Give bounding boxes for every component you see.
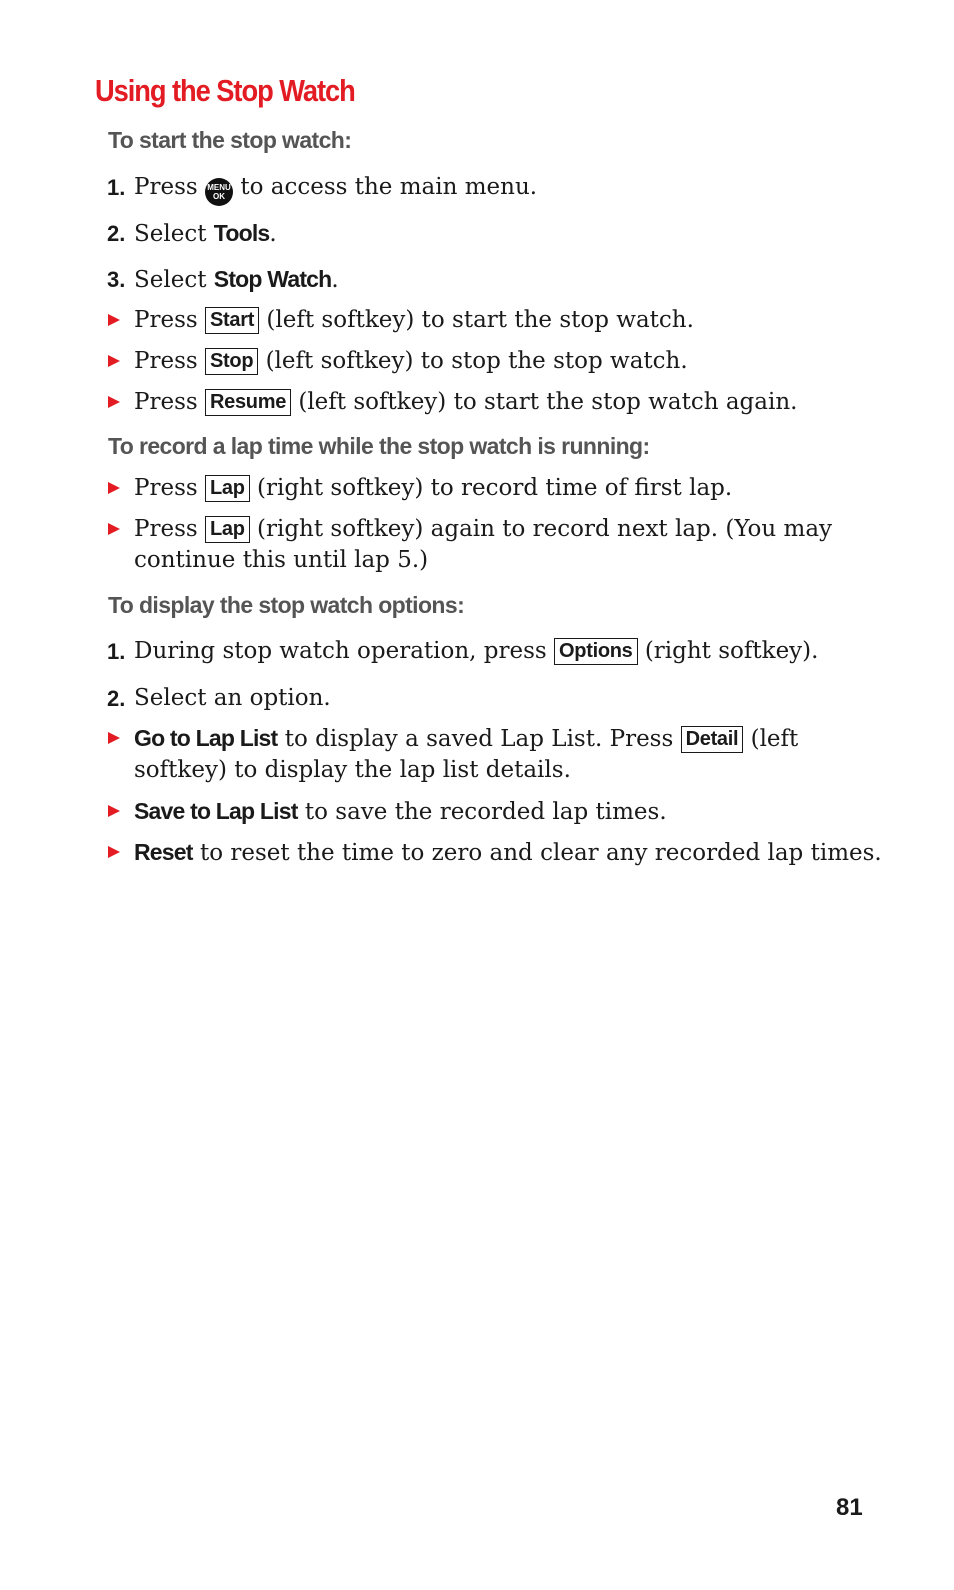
page-number: 81	[836, 1494, 863, 1521]
bullet-arrow-icon	[108, 396, 120, 408]
bullet-arrow-icon	[108, 846, 120, 858]
bullet-start-2: Press Stop (left softkey) to stop the stop watch.	[134, 348, 688, 374]
bullet-lap-2-continuation: continue this until lap 5.)	[134, 547, 429, 573]
step-options-1: During stop watch operation, press Options (right softkey).	[134, 638, 819, 664]
option-save-to-lap-list: Save to Lap List	[134, 798, 298, 824]
bullet-arrow-icon	[108, 482, 120, 494]
step-number: 3.	[107, 267, 126, 292]
bullet-arrow-icon	[108, 732, 120, 744]
softkey-stop: Stop	[205, 348, 258, 375]
step-start-3: Select Stop Watch.	[134, 266, 339, 293]
menu-ok-icon: MENU OK	[205, 178, 233, 206]
page-title: Using the Stop Watch	[95, 73, 355, 108]
softkey-detail: Detail	[681, 726, 744, 753]
bullet-arrow-icon	[108, 355, 120, 367]
bullet-start-3: Press Resume (left softkey) to start the stop watch again.	[134, 389, 798, 415]
bullet-arrow-icon	[108, 314, 120, 326]
step-text: Select	[134, 267, 207, 293]
softkey-start: Start	[205, 307, 259, 334]
menu-item-stop-watch: Stop Watch	[213, 266, 332, 292]
bullet-options-1: Go to Lap List to display a saved Lap List. Press Detail (left	[134, 725, 799, 752]
bullet-lap-2: Press Lap (right softkey) again to record next lap. (You may	[134, 516, 833, 542]
option-reset: Reset	[134, 839, 193, 865]
section-heading-lap: To record a lap time while the stop watch is running:	[108, 433, 650, 459]
step-number: 2.	[107, 686, 126, 711]
section-heading-start: To start the stop watch:	[108, 127, 352, 153]
step-options-2: Select an option.	[134, 685, 331, 711]
step-number: 2.	[107, 221, 126, 246]
bullet-lap-1: Press Lap (right softkey) to record time of first lap.	[134, 475, 733, 501]
bullet-options-1-continuation: softkey) to display the lap list details.	[134, 757, 571, 783]
step-text: Press	[134, 174, 198, 200]
bullet-start-1: Press Start (left softkey) to start the stop watch.	[134, 307, 694, 333]
bullet-options-3: Reset to reset the time to zero and clear any recorded lap times.	[134, 839, 882, 866]
section-heading-options: To display the stop watch options:	[108, 592, 465, 618]
step-number: 1.	[107, 639, 126, 664]
step-number: 1.	[107, 175, 126, 200]
step-text: Select	[134, 221, 207, 247]
softkey-lap: Lap	[205, 475, 250, 502]
bullet-arrow-icon	[108, 805, 120, 817]
step-start-1	[134, 172, 537, 206]
step-start-2: Select Tools.	[134, 220, 277, 247]
softkey-options: Options	[554, 638, 637, 665]
softkey-lap: Lap	[205, 516, 250, 543]
bullet-options-2: Save to Lap List to save the recorded lap times.	[134, 798, 667, 825]
option-go-to-lap-list: Go to Lap List	[134, 725, 278, 751]
bullet-arrow-icon	[108, 523, 120, 535]
softkey-resume: Resume	[205, 389, 291, 416]
menu-item-tools: Tools	[213, 220, 270, 246]
step-text: to access the main menu.	[240, 174, 538, 200]
